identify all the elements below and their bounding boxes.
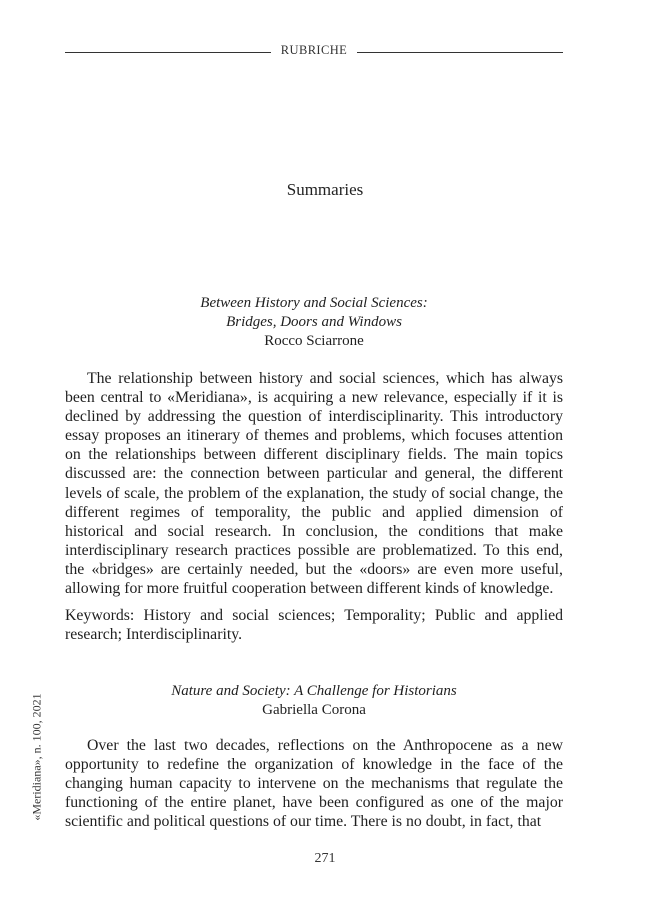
article-1-title-line-1: Between History and Social Sciences: [200, 295, 428, 311]
article-2-title: Nature and Society: A Challenge for Historians [171, 683, 457, 699]
article-1-author: Rocco Sciarrone [264, 333, 364, 349]
article-1-keywords: Keywords: History and social sciences; Temporality; Public and applied research; Interdisciplinarity. [65, 607, 563, 644]
article-1-abstract [65, 369, 563, 598]
article-2-author: Gabriella Corona [262, 702, 366, 718]
article-2-abstract-text: Over the last two decades, reflections on the Anthropocene as a new opportunity to redefine the organization of knowledge in the face of the changing human capacity to intervene on the mechanisms that regulate the functioning of the entire planet, have been configured as one of the major scientific and political questions of our time. There is no doubt, in fact, that [65, 737, 563, 831]
article-1-title-line-2: Bridges, Doors and Windows [226, 314, 402, 330]
article-2-heading [65, 682, 563, 720]
running-header [65, 43, 563, 59]
article-2-abstract [65, 736, 563, 831]
article-1-abstract-text: The relationship between history and social sciences, which has always been central to «Meridiana», is acquiring a new relevance, especially if it is declined by addressing the question of interdisciplinarity. This introductory essay proposes an itinerary of themes and problems, which focuses attention on the relationships between different disciplinary fields. The main topics discussed are: the connection between particular and general, the different levels of scale, the problem of the explanation, the study of social change, the different regimes of temporality, the public and applied dimension of historical and social research. In conclusion, the conditions that make interdisciplinary research practices possible are problematized. To this end, the «bridges» are certainly needed, but the «doors» are even more useful, allowing for more fruitful cooperation between different kinds of knowledge. [65, 370, 563, 598]
journal-citation: «Meridiana», n. 100, 2021 [29, 693, 44, 821]
header-rule-left [65, 52, 271, 53]
page-title: Summaries [286, 180, 364, 199]
section-label: RUBRICHE [280, 43, 348, 57]
page-number: 271 [314, 851, 336, 866]
header-rule-right [357, 52, 563, 53]
article-1-heading [65, 294, 563, 351]
